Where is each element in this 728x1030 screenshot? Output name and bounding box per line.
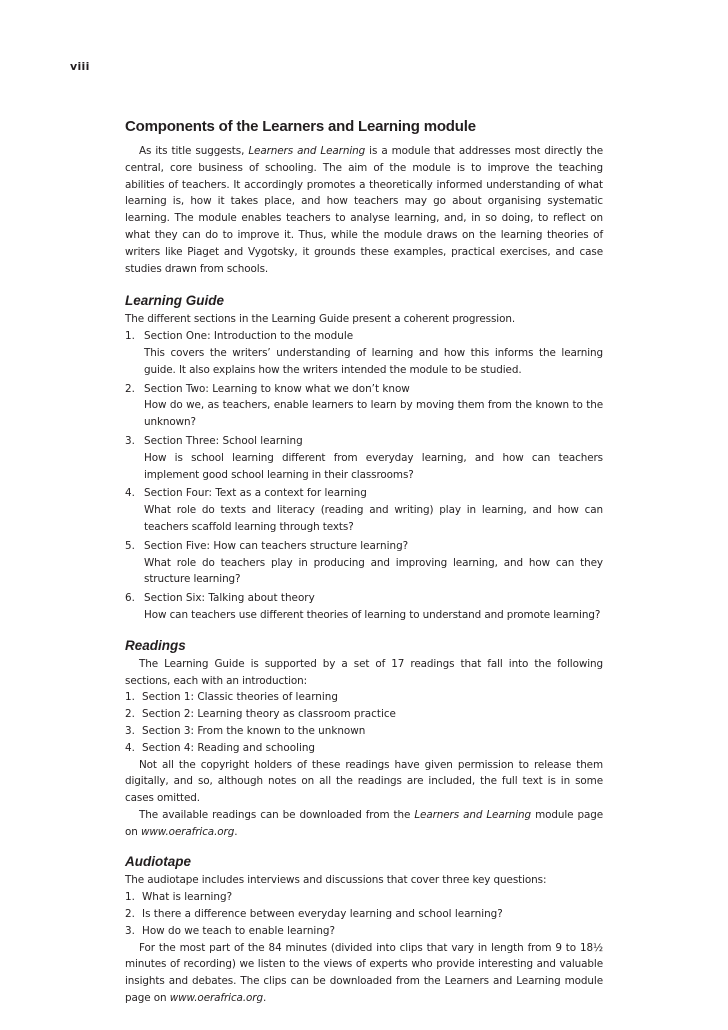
- learning-guide-intro: The different sections in the Learning Guide present a coherent progression.: [125, 313, 516, 326]
- item-number: 4.: [125, 487, 135, 500]
- intro-paragraph: [125, 143, 603, 277]
- audiotape-text: For the most part of the 84 minutes (divided into clips that vary in length from 9 to 18½ minutes of recording) we listen to the views of experts who provide interesting and valuable insights and debates. The clips can be downloaded from the Learners and Learning module page on: [125, 941, 603, 1005]
- item-title: Section Three: School learning: [144, 434, 303, 447]
- item-text: Is there a difference between everyday learning and school learning?: [142, 908, 503, 921]
- item-number: 3.: [125, 924, 135, 937]
- download-text-1: The available readings can be downloaded from the: [139, 808, 415, 821]
- list-item: [125, 706, 603, 723]
- item-text: Section 1: Classic theories of learning: [142, 691, 338, 704]
- item-description: This covers the writers’ understanding of learning and how this informs the learning guide. It also explains how the writers intended the module to be studied.: [144, 346, 603, 376]
- download-module-name: Learners and Learning: [414, 808, 532, 821]
- item-text: What is learning?: [142, 891, 233, 904]
- intro-text-2: is a module that addresses most directly the central, core business of schooling. The aim of the module is to improve the teaching abilities of teachers. It accordingly promotes a theoretically informed understanding of what learning is, how it takes place, and how teachers may go about organising systematic learning. The module enables teachers to analyse learning, and, in so doing, to reflect on what they can do to improve it. Thus, while the module draws on the learning theories of writers like Piaget and Vygotsky, it grounds these examples, practical exercises, and case studies drawn from schools.: [125, 145, 603, 275]
- item-number: 1.: [125, 330, 135, 343]
- learning-guide-list: [125, 328, 603, 624]
- list-item: [125, 590, 603, 624]
- list-item: [125, 923, 603, 940]
- readings-download-paragraph: [125, 807, 603, 841]
- item-number: 1.: [125, 691, 135, 704]
- oerafrica-link[interactable]: www.oerafrica.org: [140, 825, 235, 838]
- item-number: 2.: [125, 908, 135, 921]
- audiotape-paragraph: [125, 940, 603, 1007]
- page-content: [125, 118, 603, 1007]
- download-text-end: .: [234, 825, 238, 838]
- item-number: 4.: [125, 741, 135, 754]
- audiotape-intro: The audiotape includes interviews and discussions that cover three key questions:: [125, 874, 547, 887]
- list-item: [125, 740, 603, 757]
- readings-intro: The Learning Guide is supported by a set of 17 readings that fall into the following sections, each with an introduction:: [125, 657, 603, 687]
- item-title: Section One: Introduction to the module: [144, 330, 354, 343]
- item-description: How can teachers use different theories of learning to understand and promote learning?: [144, 608, 601, 621]
- list-item: [125, 328, 603, 378]
- audiotape-section: [125, 854, 603, 1006]
- list-item: [125, 538, 603, 588]
- list-item: [125, 889, 603, 906]
- item-number: 2.: [125, 382, 135, 395]
- item-description: How is school learning different from everyday learning, and how can teachers implement good school learning in their classrooms?: [144, 451, 603, 481]
- item-text: How do we teach to enable learning?: [142, 924, 336, 937]
- item-number: 3.: [125, 434, 135, 447]
- item-title: Section Six: Talking about theory: [144, 592, 315, 605]
- item-title: Section Five: How can teachers structure learning?: [144, 539, 409, 552]
- learning-guide-heading: Learning Guide: [125, 293, 225, 309]
- list-item: [125, 906, 603, 923]
- item-description: What role do texts and literacy (reading and writing) play in learning, and how can teachers scaffold learning through texts?: [144, 504, 603, 533]
- item-title: Section Four: Text as a context for learning: [144, 487, 367, 500]
- download-text-2: module page on: [125, 808, 603, 838]
- item-number: 6.: [125, 592, 135, 605]
- audiotape-heading: Audiotape: [125, 854, 191, 870]
- readings-heading: Readings: [125, 637, 186, 653]
- item-number: 3.: [125, 724, 135, 737]
- item-description: What role do teachers play in producing and improving learning, and how can they structure learning?: [144, 556, 603, 586]
- item-text: Section 4: Reading and schooling: [142, 741, 316, 754]
- item-text: Section 3: From the known to the unknown: [142, 724, 366, 737]
- list-item: [125, 689, 603, 706]
- readings-section: [125, 638, 603, 841]
- intro-text-1: As its title suggests,: [139, 145, 249, 157]
- item-number: 2.: [125, 708, 135, 721]
- list-item: [125, 433, 603, 483]
- page-title: Components of the Learners and Learning module: [125, 118, 476, 135]
- audiotape-questions-list: [125, 889, 603, 939]
- oerafrica-link[interactable]: www.oerafrica.org: [169, 992, 263, 1005]
- list-item: [125, 381, 603, 431]
- page-number: viii: [70, 60, 90, 73]
- audiotape-text-end: .: [262, 992, 267, 1005]
- readings-list: [125, 689, 603, 756]
- item-description: How do we, as teachers, enable learners to learn by moving them from the known to the unknown?: [144, 399, 603, 429]
- item-text: Section 2: Learning theory as classroom practice: [142, 708, 396, 721]
- readings-permission-paragraph: Not all the copyright holders of these readings have given permission to release them digitally, and so, although notes on all the readings are included, the full text is in some cases omitted.: [125, 758, 603, 805]
- item-number: 1.: [125, 891, 135, 904]
- list-item: [125, 723, 603, 740]
- learning-guide-section: [125, 293, 603, 623]
- item-title: Section Two: Learning to know what we don’t know: [144, 382, 410, 395]
- list-item: [125, 485, 603, 535]
- intro-module-name: Learners and Learning: [248, 145, 366, 157]
- item-number: 5.: [125, 539, 135, 552]
